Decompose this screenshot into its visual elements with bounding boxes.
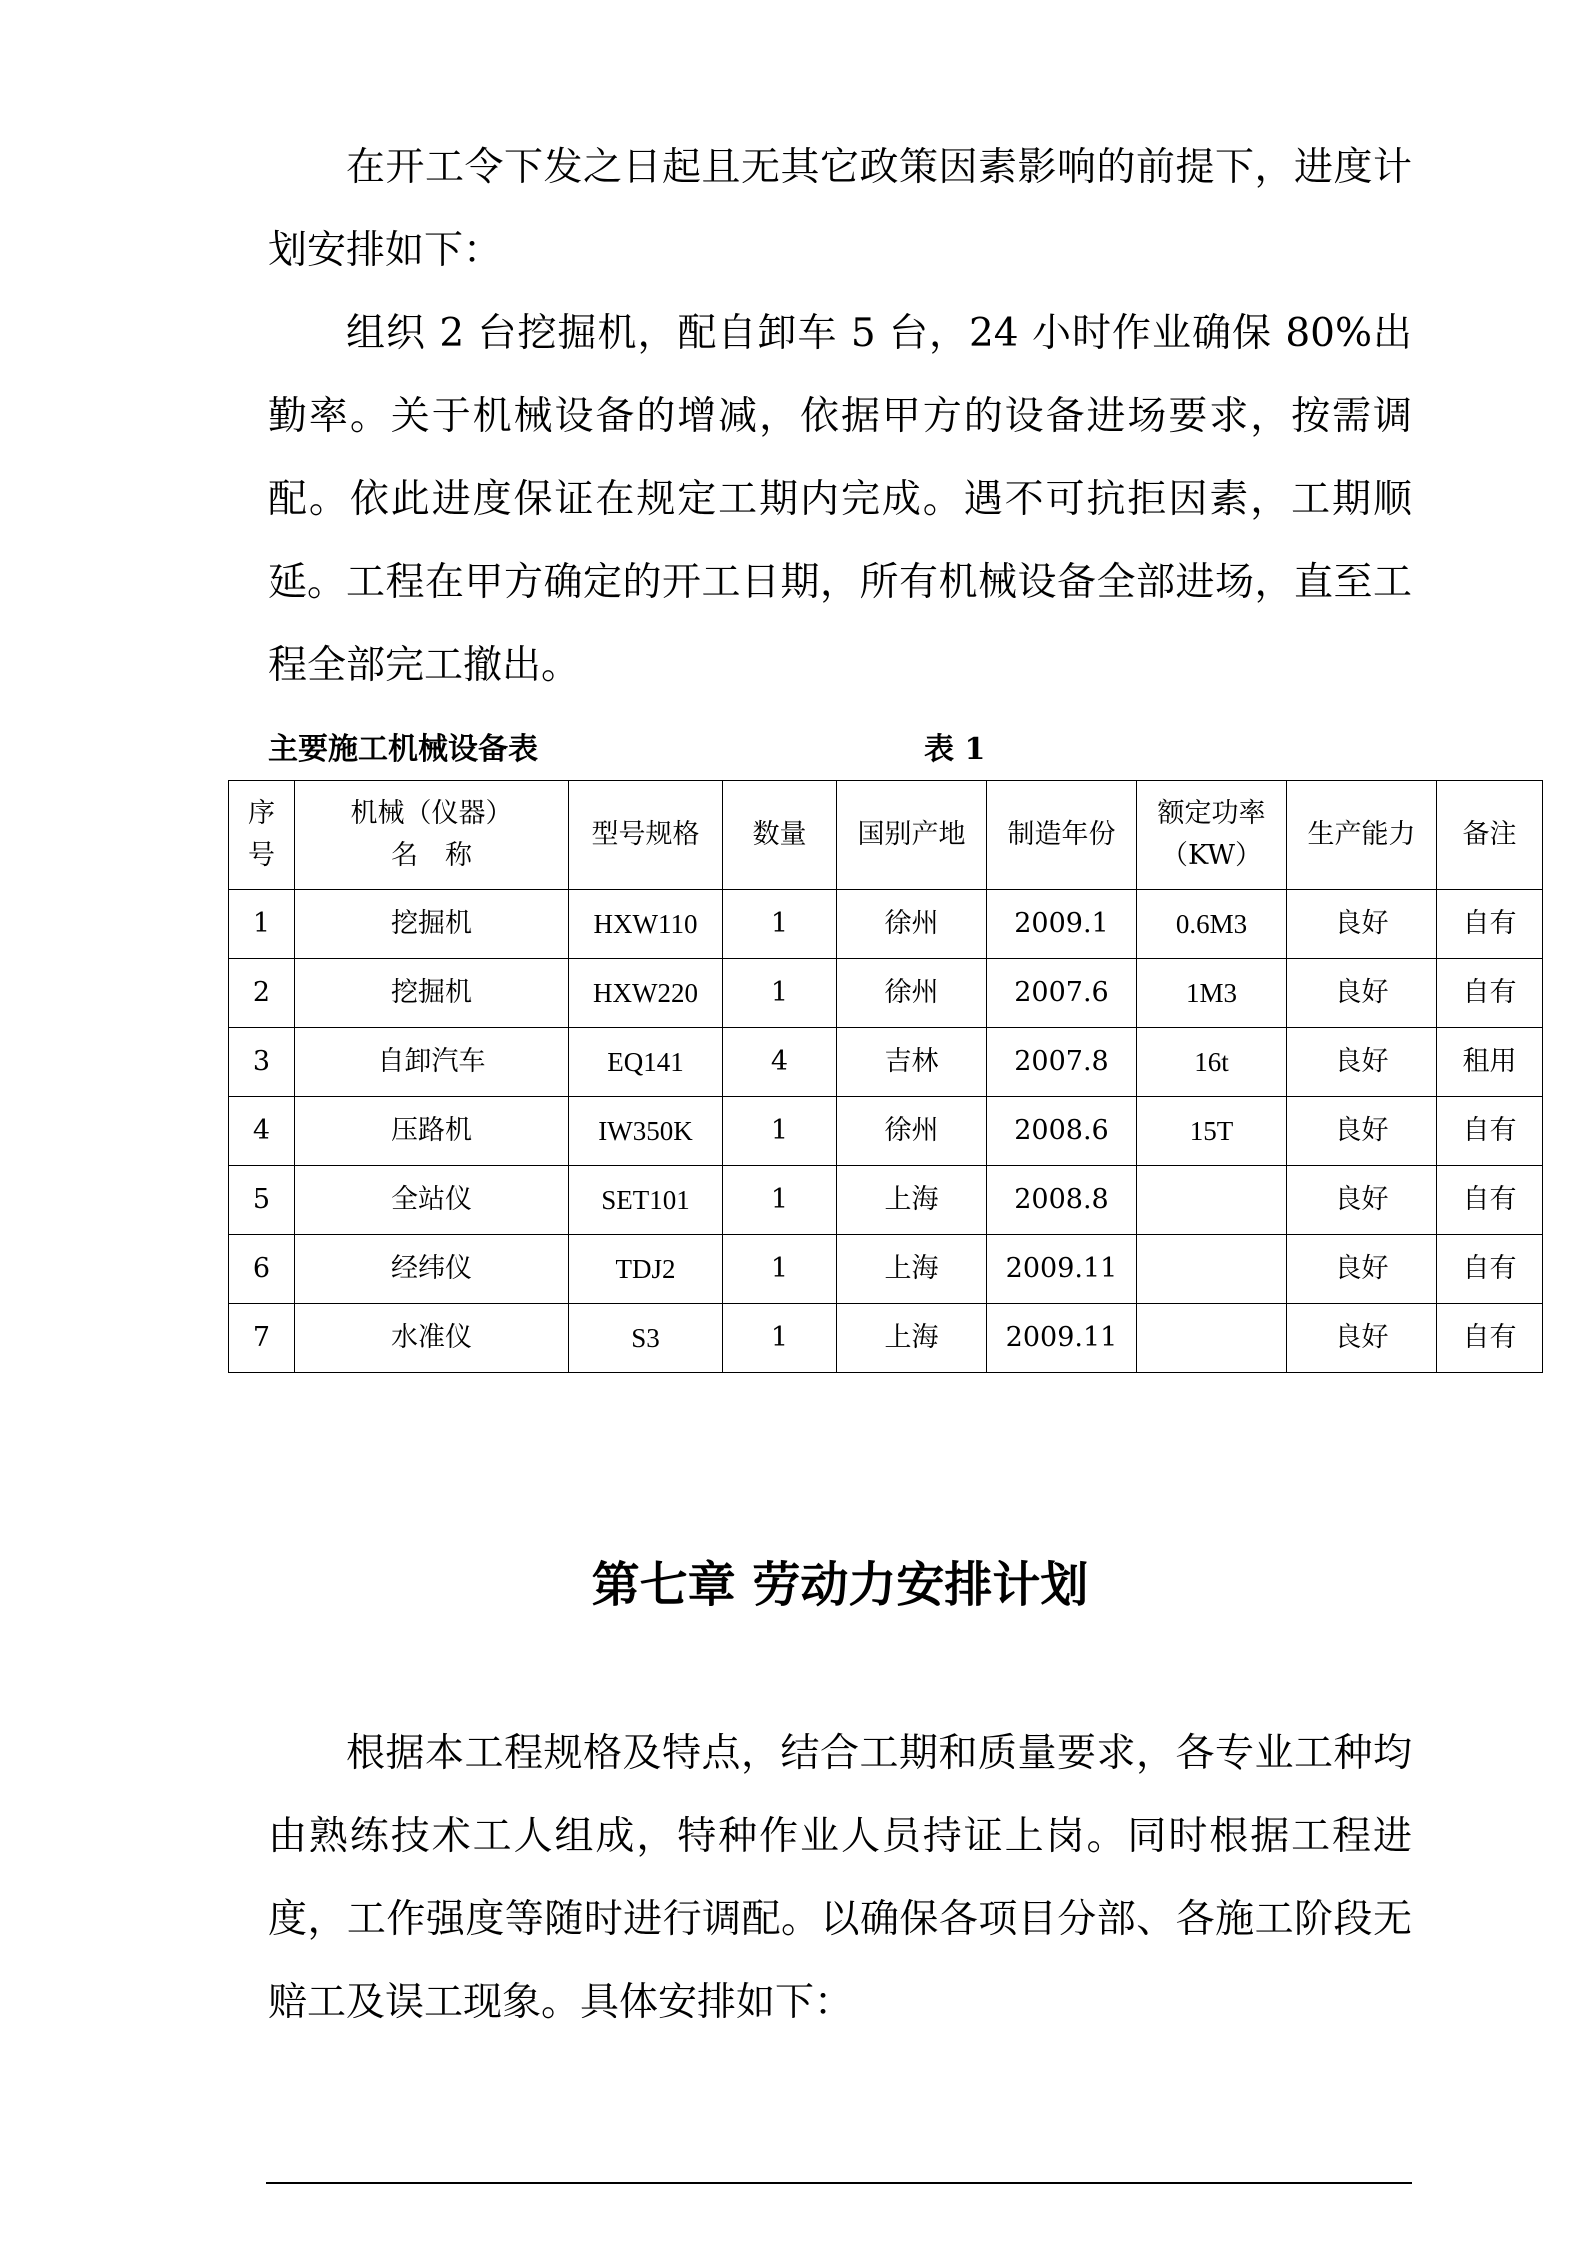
entry-paragraph: 工程在甲方确定的开工日期，所有机械设备全部进场，直至工程全部完工撤出。 [268,560,1412,688]
cell-name: 挖掘机 [295,890,569,959]
cell-qty: 1 [723,959,837,1028]
cell-capacity: 良好 [1287,1235,1437,1304]
cell-year: 2009.1 [987,890,1137,959]
cell-model: TDJ2 [569,1235,723,1304]
cell-capacity: 良好 [1287,1304,1437,1373]
table-number: 表 1 [924,732,986,767]
table-row [229,1097,1543,1166]
cell-origin: 徐州 [837,890,987,959]
cell-seq: 5 [229,1166,295,1235]
cell-power [1137,1166,1287,1235]
cell-capacity: 良好 [1287,959,1437,1028]
header-power: 额定功率 （KW） [1137,781,1287,890]
cell-model: EQ141 [569,1028,723,1097]
cell-power: 0.6M3 [1137,890,1287,959]
header-note: 备注 [1437,781,1543,890]
table-row [229,1166,1543,1235]
cell-seq: 7 [229,1304,295,1373]
cell-qty: 1 [723,890,837,959]
cell-name: 经纬仪 [295,1235,569,1304]
cell-capacity: 良好 [1287,890,1437,959]
cell-note: 自有 [1437,959,1543,1028]
chapter-title: 第七章 劳动力安排计划 [591,1557,1089,1613]
header-origin: 国别产地 [837,781,987,890]
table-row [229,1235,1543,1304]
header-name: 机械（仪器） 名 称 [295,781,569,890]
equipment-paragraph: 组织 2 台挖掘机，配自卸车 5 台，24 小时作业确保 80%出勤率。关于机械设备的增减，依据甲方的设备进场要求，按需调配。依此进度保证在规定工期内完成。遇不可抗拒因素，工期顺延。 [268,311,1412,605]
cell-qty: 4 [723,1028,837,1097]
footer-divider [266,2182,1412,2184]
header-seq: 序 号 [229,781,295,890]
cell-year: 2008.6 [987,1097,1137,1166]
equipment-table [228,780,1543,1373]
cell-capacity: 良好 [1287,1166,1437,1235]
cell-capacity: 良好 [1287,1028,1437,1097]
cell-power [1137,1235,1287,1304]
cell-note: 自有 [1437,1097,1543,1166]
cell-name: 挖掘机 [295,959,569,1028]
cell-year: 2007.8 [987,1028,1137,1097]
table-caption [268,730,1228,770]
cell-model: HXW110 [569,890,723,959]
cell-power [1137,1304,1287,1373]
table-row [229,1028,1543,1097]
cell-qty: 1 [723,1166,837,1235]
cell-qty: 1 [723,1235,837,1304]
cell-seq: 3 [229,1028,295,1097]
table-header-row [229,781,1543,890]
cell-seq: 1 [229,890,295,959]
header-model: 型号规格 [569,781,723,890]
intro-paragraph: 在开工令下发之日起且无其它政策因素影响的前提下，进度计划安排如下： [268,145,1412,273]
cell-power: 1M3 [1137,959,1287,1028]
table-row [229,1304,1543,1373]
cell-qty: 1 [723,1097,837,1166]
table-row [229,959,1543,1028]
cell-model: S3 [569,1304,723,1373]
labor-paragraph: 根据本工程规格及特点，结合工期和质量要求，各专业工种均由熟练技术工人组成，特种作业人员持证上岗。同时根据工程进度，工作强度等随时进行调配。以确保各项目分部、各施工阶段无赔工及误工现象。具体安排如下： [268,1731,1412,2025]
header-capacity: 生产能力 [1287,781,1437,890]
cell-name: 全站仪 [295,1166,569,1235]
cell-qty: 1 [723,1304,837,1373]
cell-name: 自卸汽车 [295,1028,569,1097]
cell-origin: 上海 [837,1304,987,1373]
cell-model: IW350K [569,1097,723,1166]
cell-note: 自有 [1437,1235,1543,1304]
cell-name: 水准仪 [295,1304,569,1373]
cell-model: HXW220 [569,959,723,1028]
cell-origin: 吉林 [837,1028,987,1097]
header-year: 制造年份 [987,781,1137,890]
cell-origin: 上海 [837,1166,987,1235]
cell-note: 自有 [1437,890,1543,959]
cell-year: 2007.6 [987,959,1137,1028]
header-qty: 数量 [723,781,837,890]
cell-note: 自有 [1437,1166,1543,1235]
cell-year: 2009.11 [987,1235,1137,1304]
cell-capacity: 良好 [1287,1097,1437,1166]
cell-seq: 4 [229,1097,295,1166]
cell-year: 2009.11 [987,1304,1137,1373]
cell-origin: 上海 [837,1235,987,1304]
table-row [229,890,1543,959]
cell-seq: 2 [229,959,295,1028]
cell-origin: 徐州 [837,959,987,1028]
cell-model: SET101 [569,1166,723,1235]
cell-year: 2008.8 [987,1166,1137,1235]
cell-power: 16t [1137,1028,1287,1097]
cell-name: 压路机 [295,1097,569,1166]
cell-note: 自有 [1437,1304,1543,1373]
table-title: 主要施工机械设备表 [268,732,538,767]
cell-note: 租用 [1437,1028,1543,1097]
cell-seq: 6 [229,1235,295,1304]
cell-power: 15T [1137,1097,1287,1166]
cell-origin: 徐州 [837,1097,987,1166]
